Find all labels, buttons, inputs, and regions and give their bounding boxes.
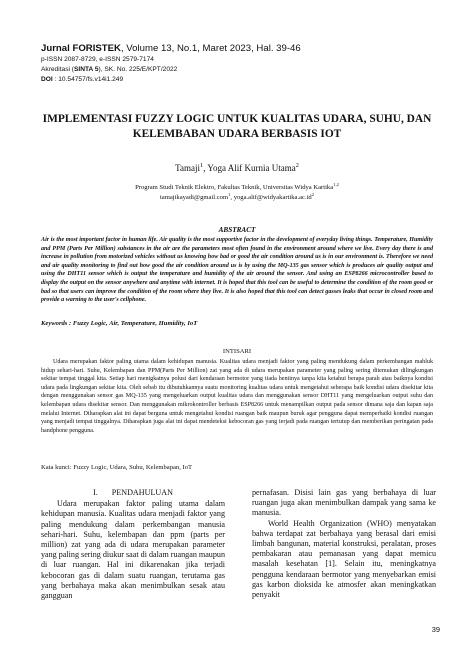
section-heading [41, 488, 225, 498]
author-emails: tamajikayadi@gmail.com$^1$, $yoga.alif@widyakartika.ac.id^2$ [159, 191, 315, 201]
section-title: PENDAHULUAN [111, 488, 173, 497]
author-list: Tamaji$^1$, Yoga Alif Kurnia Utama$^2$ [175, 162, 299, 173]
section-number: I. [93, 488, 98, 497]
accreditation-line: Akreditasi (SINTA 5), SK. No. 225/E/KPT/2022 [41, 66, 178, 73]
journal-name: Jurnal FORISTEK [41, 43, 121, 54]
body-paragraph: Udara merupakan faktor paling utama dalam kehidupan manusia. Kualitas udara menjadi faktor yang paling mendukung dalam perkembangan manusia sehari-hari. Suhu, kelembapan dan ppm (parts per million) zat yang ada di udara merupakan parameter yang paling sering diukur saat di dalam ruangan maupun di luar ruangan. Hal ini dikarenakan jika terjadi kebocoran gas di dalam suatu ruangan, terutama gas yang berbahaya maka akan menimbulkan sesak atau gangguan [41, 499, 225, 601]
journal-citation [41, 43, 341, 55]
sinta-rank: SINTA 5 [73, 66, 99, 73]
intisari-heading: INTISARI [222, 348, 252, 355]
body-paragraph: pernafasan. Disisi lain gas yang berbahaya di luar ruangan juga akan menimbulkan dampak yang sama ke manusia. [252, 488, 436, 518]
email-link[interactable]: tamajikayadi@gmail.com [159, 194, 229, 201]
author-name: Tamaji [175, 163, 201, 173]
paper-title: IMPLEMENTASI FUZZY LOGIC UNTUK KUALITAS UDARA, SUHU, DAN KELEMBABAN UDARA BERBASIS IOT [42, 113, 432, 140]
institution: Program Studi Teknik Elektro, Fakultas Teknik, Universitas Widya Kartika$^{1,2}$ [135, 181, 339, 191]
email-link[interactable]: , yoga.alif@widyakartika.ac.id [230, 194, 312, 201]
doi-line [41, 75, 341, 85]
doi-link[interactable]: : 10.54757/fs.v14i1.249 [54, 76, 124, 83]
abstract-heading: ABSTRACT [218, 226, 256, 234]
page-number: 39 [431, 625, 440, 634]
intisari-body: Udara merupakan faktor paling utama dalam kehidupan manusia. Kualitas udara menjadi faktor yang paling mendukung dalam perkembangan mahluk hidup sehari-hari. Suhu, Kelembapan dan PPM(Parts Per Million) zat yang ada di udara merupakan parameter yang paling sering ditemukan dilingkungan sekitar tempat tinggal kita. Setiap hari menigkatnya polusi dari kendaraan bermotor yang tiada hentinya tanpa kita ketahui berapa parah atau baiknya kondisi udara pada lingkungan sekitar kita. Oleh sebab itu dibutuhkannya suatu monitoring kualitas udara untuk mengetahui seberapa baik kondisi udara disekitar kita dengan menggunakan sensor gas MQ-135 yang mengeluarkan output kualitas udara dan menggunakan sensor DHT11 yang mengeluarkan output suhu dan kelembapan udara disekitar sensor. Dan menggunakan mikrokontroller berbasis ESP8266 untuk menampilkan output pada sensor dimana saja dan kapan saja melalui Internet. Diharapkan alat ini dapat berguna untuk mengetahui kondisi ruangan baik maupun buruk agar pengguna dapat memperbaiki kondisi ruangan yang menjadi tempat tinggalnya. Diharapkan juga alat ini dapat mendeteksi kebocoran gas yang terjadi pada ruangan tertutup dan memberikan peringatan pada handphone pengguna. [41, 359, 433, 434]
column-right [252, 488, 436, 600]
journal-header [41, 43, 341, 85]
author-name: Yoga Alif Kurnia Utama [207, 163, 296, 173]
column-left [41, 488, 225, 601]
issn-line: p-ISSN 2087-8729, e-ISSN 2579-7174 [41, 56, 154, 63]
keywords: Keywords : Fuzzy Logic, Air, Temperature, Humidity, IoT [41, 320, 198, 327]
affiliation [30, 183, 444, 203]
abstract-body: Air is the most important factor in human life. Air quality is the most supportive factor in the development of everyday living things. Temperature, Humidity and PPM (Parts Per Million) substances in the air are the parameters most often found in the environment around where we live. Every day there is and increase in pollution from motorized vehicles without us knowing how bad or good the air condition around us is in our environment is. Therefore we need and air quality monitoring to find out how good the air condition around us is by using the MQ-135 gas sensor which is produces air quality output and using the DHT11 sensor which is output the temperature and humidity of the air around the sensor. And using an ESP8266 microcontroller based to display the output on the sensor anywhere and anytime with internet. It is hoped that this tool can be useful to determine the condition of the room good or bad so that users can improve the condition of the room where they live. It is also hoped that this tool can detect gasses leaks that occur in closed room and provide a warning to the user's cellphone. [41, 237, 433, 304]
kata-kunci: Kata kunci: Fuzzy Logic, Udara, Suhu, Kelembapan, IoT [41, 464, 193, 471]
journal-details: , Volume 13, No.1, Maret 2023, Hal. 39-46 [120, 43, 301, 54]
body-paragraph: World Health Organization (WHO) menyatakan bahwa terdapat zat berbahaya yang berasal dari emisi limbah bangunan, material konstruksi, peralatan, proses pembakaran atau pemanasan yang dapat memicu masalah kesehatan [1]. Selain itu, meningkatnya pengguna kendaraan bermotor yang menyebarkan emisi gas karbon dioksida ke atmosfer akan meningkatkan penyakit [252, 518, 436, 600]
doi-label: DOI [41, 76, 53, 83]
